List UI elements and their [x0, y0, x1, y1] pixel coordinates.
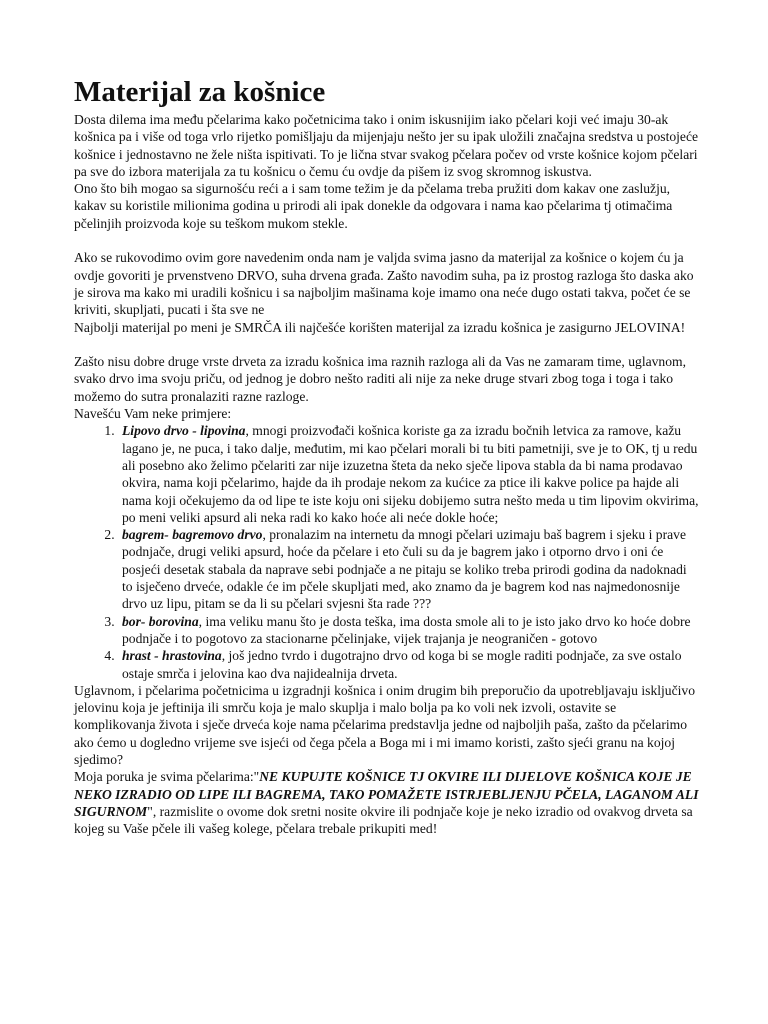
- message-emphasis: NE KUPUJTE KOŠNICE TJ OKVIRE ILI DIJELOVE KOŠNICA KOJE JE NEKO IZRADIO OD LIPE ILI BAGREMA, TAKO POMAŽETE ISTRJEBLJENJU PČELA, LAGANOM ALI SIGURNOM: [74, 769, 699, 819]
- list-item-text: , ima veliku manu što je dosta teška, ima dosta smole ali to je isto jako drvo ko hoće dobre podnjače i to pogotovo za stacionarne pčelinjake, vijek trajanja je neograničen - gotovo: [122, 613, 691, 646]
- paragraph-best-material: Najbolji materijal po meni je SMRČA ili najčešće korišten materijal za izradu košnica je zasigurno JELOVINA!: [74, 319, 686, 335]
- paragraph-message: [74, 768, 700, 837]
- list-item-text: , mnogi proizvođači košnica koriste ga za izradu bočnih letvica za ramove, kažu lagano je, ne puca, i tako dalje, međutim, mi kao pčelari morali bi tu biti pametniji, sve je to OK, tj u redu ali posebno ako želimo pčelariti zar nije izuzetna šteta da neko sječe lipova stabla da bi nama prodavao okvira, nama koji pčelarimo, hajde da ih prodaje nekom za kućice za ptice ili kakve police pa hajde ali nama koji očekujemo da od lipe te iste koju oni sijeku dobijemo sutra nešto meda u tim lipovim okvirima, po meni veliki apsurd ali neka radi ko kako hoće ali neće dokle hoće;: [122, 423, 699, 525]
- paragraph-intro: Dosta dilema ima među pčelarima kako početnicima tako i onim iskusnijim iako pčelari koji već imaju 30-ak košnica pa i više od toga vrlo rijetko pomišljaju da mijenjaju nešto jer su ipak uložili značajna sredstva u postojeće košnice i jednostavno ne žele ništa ispitivati. To je lična stvar svakog pčelara počev od vrste košnice kojom pčelari pa sve do izbora materijala za tu košnicu o čemu ću ovdje da pišem iz svog skromnog iskustva.: [74, 112, 699, 179]
- list-item-text: , pronalazim na internetu da mnogi pčelari uzimaju baš bagrem i sjeku i prave podnjače, drugi veliki apsurd, hoće da pčelare i eto čuli su da je bagrem jako i otporno drvo i oni će posjeći desetak stabala da naprave sebi podnjače a ne pitaju se koliko treba prirodi godina da nadoknadi to isječeno drveće, odakle će im pčele skupljati med, ako znamo da je bagrem kod nas najmedonosnije drvo uz lipu, pitam se da li su pčelari svjesni šta rade ???: [122, 527, 687, 612]
- paragraph-shelter: Ono što bih mogao sa sigurnošću reći a i sam tome težim je da pčelama treba pružiti dom kakav one zaslužju, kakav su koristile milionima godina u prirodi ali ipak donekle da odgovara i nama kao pčelarima tj otimačima pčelinjih proizvoda koje su teškom mukom stekle.: [74, 181, 673, 231]
- list-item-bagrem: [118, 526, 700, 612]
- list-item-hrastovina: [118, 647, 700, 682]
- message-lead: Moja poruka je svima pčelarima:": [74, 769, 260, 785]
- paragraph-recommendation: Uglavnom, i pčelarima početnicima u izgradnji košnica i onim drugim bih preporučio da upotrebljavaju isključivo jelovinu koja je jeftinija ili smrču koja je malo skuplja i malo bolja pa ko voli nek izvoli, ostavite se komplikovanja života i sječe drveća koje nama pčelarima predstavlja jedne od najboljih paša, zašto da pčelarimo ako ćemo u dogledno vrijeme sve isjeći od čega pčela a Boga mi i mi imamo koristi, zašto sjeći granu na kojoj sjedimo?: [74, 682, 695, 767]
- list-item-term: Lipovo drvo - lipovina: [122, 423, 246, 439]
- paragraph-examples-intro: Navešću Vam neke primjere:: [74, 406, 232, 422]
- document-page: [74, 76, 700, 837]
- list-item-lipovina: [118, 422, 700, 526]
- list-item-term: bor- borovina: [122, 613, 199, 629]
- blank-line: [74, 232, 700, 249]
- list-item-borovina: [118, 613, 700, 648]
- list-item-term: bagrem- bagremovo drvo: [122, 527, 263, 543]
- page-title: Materijal za košnice: [74, 76, 326, 108]
- paragraph-other-woods: Zašto nisu dobre druge vrste drveta za izradu košnica ima raznih razloga ali da Vas ne zamaram time, uglavnom, svako drvo ima svoju priču, od jednog je dobro nešto raditi ali nije za neke druge stvari zbog toga i toga i tako možemo do sutra pronalaziti razne razloge.: [74, 354, 686, 404]
- wood-examples-list: [74, 422, 700, 681]
- blank-line: [74, 336, 700, 353]
- message-tail: ", razmislite o ovome dok sretni nosite okvire ili podnjače koje je neko izradio od ovakvog drveta sa kojeg su Vaše pčele ili vašeg kolege, pčelara trebale prikupiti med!: [74, 803, 693, 837]
- list-item-term: hrast - hrastovina: [122, 648, 222, 664]
- paragraph-dry-wood: Ako se rukovodimo ovim gore navedenim onda nam je valjda svima jasno da materijal za košnice o kojem ću ja ovdje govoriti je prvenstveno DRVO, suha drvena građa. Zašto navodim suha, pa iz prostog razloga što daska ako je sirova ma kako mi uradili košnicu i sa najboljim mašinama koje imamo ona neće dugo ostati takva, počet će se kriviti, skupljati, pucati i šta sve ne: [74, 250, 694, 318]
- list-item-text: , još jedno tvrdo i dugotrajno drvo od koga bi se mogle raditi podnjače, za sve ostalo ostaje smrča i jelovina kao dva najidealnija drveta.: [122, 648, 682, 681]
